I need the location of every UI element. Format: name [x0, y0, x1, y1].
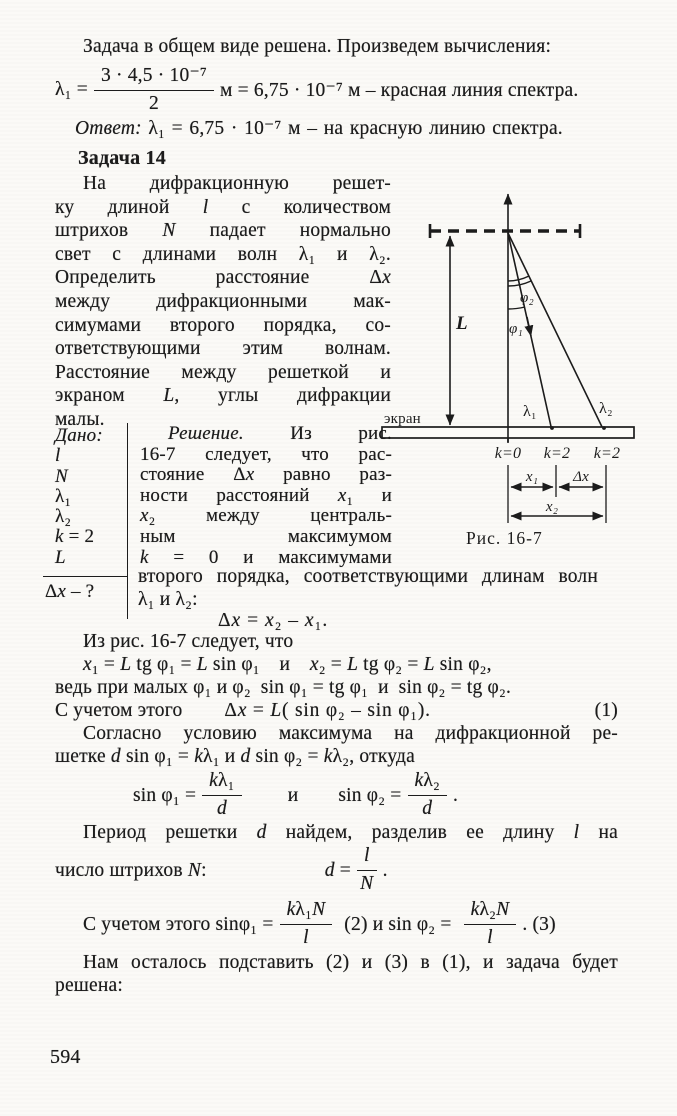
- phi2-label: φ₂: [520, 290, 534, 306]
- fraction-numerator: kλ₂N: [464, 899, 517, 924]
- fraction-denominator: d: [422, 797, 433, 819]
- fraction: [202, 770, 242, 820]
- maximum-dot-lambda2: [602, 426, 606, 430]
- given-item: L: [55, 546, 66, 568]
- equation-x1x2: x₁ = L tg φ₁ = L sin φ₁ и x₂ = L tg φ₂ = L sin φ₂,: [83, 654, 492, 675]
- L-label: L: [456, 313, 468, 334]
- equation-lambda1: [55, 62, 578, 118]
- given-item: k = 2: [55, 526, 95, 548]
- statement-line: свет с длинами волн λ₁ и λ₂.: [55, 243, 391, 265]
- lambda2-label: λ₂: [599, 400, 613, 417]
- period-mark: .: [453, 784, 459, 806]
- statement-line: ответствующими этим волнам.: [55, 338, 391, 360]
- period-mark: .: [382, 859, 388, 881]
- screen-label: экран: [384, 411, 421, 427]
- intro-paragraph: Задача в общем виде решена. Произведем вычисления:: [83, 36, 552, 57]
- equation-number-1: (1): [594, 700, 618, 721]
- sin-phi1-lhs: sin φ₁ =: [133, 784, 197, 806]
- statement-line: между дифракционными мак-: [55, 290, 391, 312]
- x1-label: x₁: [525, 469, 539, 485]
- fraction-numerator: l: [357, 845, 377, 870]
- solution-line: x₂ между централь-: [140, 505, 392, 527]
- solution-text: ведь при малых φ₁ и φ₂ sin φ₁ = tg φ₁ и sin φ₂ = tg φ₂.: [55, 677, 512, 698]
- fraction-denominator: d: [216, 797, 227, 819]
- solution-line: k = 0 и максимумами: [140, 546, 392, 568]
- d-equals: d =: [324, 859, 351, 881]
- equation-number-3: . (3): [522, 913, 556, 935]
- solution-text: Из рис. 16-7 следует, что: [83, 631, 294, 652]
- given-box: [43, 423, 128, 619]
- problem-statement: [55, 172, 391, 432]
- equation-23-row: [55, 897, 618, 951]
- maximum-dot-lambda1: [550, 426, 554, 430]
- solution-text: С учетом этого sinφ₁ =: [83, 913, 274, 935]
- given-title: Дано:: [55, 425, 103, 446]
- solution-narrow-column: [140, 424, 392, 568]
- conjunction: и: [287, 784, 299, 806]
- k2-first-label: k=2: [543, 445, 571, 462]
- x2-label: x₂: [545, 499, 559, 515]
- statement-line: Расстояние между решеткой и: [55, 361, 391, 383]
- solution-line: Решение. Из рис.: [168, 423, 392, 444]
- fraction-denominator: l: [303, 926, 309, 948]
- solution-text: число штрихов N:: [55, 859, 207, 881]
- fraction-denominator: l: [487, 926, 493, 948]
- page-number: 594: [50, 1046, 81, 1068]
- equation-rhs: м = 6,75 · 10⁻⁷ м – красная линия спектра.: [219, 80, 579, 101]
- k0-label: k=0: [494, 445, 522, 462]
- statement-line: На дифракционную решет-: [83, 173, 391, 194]
- fraction-numerator: kλ₁: [202, 770, 242, 795]
- solution-line: стояние Δx равно раз-: [140, 464, 392, 486]
- given-item: λ₁: [55, 485, 72, 507]
- equation-sin-row: [55, 771, 618, 819]
- given-item: N: [55, 465, 68, 487]
- solution-line: ным максимумом: [140, 525, 392, 547]
- fraction: [464, 899, 517, 949]
- given-find: Δx – ?: [45, 581, 95, 603]
- statement-line: Определить расстояние Δx: [55, 267, 391, 289]
- fraction: [280, 899, 333, 949]
- fraction-numerator: kλ₁N: [280, 899, 333, 924]
- equation-1-row: [55, 700, 618, 721]
- figure-16-7-diagram: [378, 185, 640, 560]
- solution-wrap-line: второго порядка, соответствующими длинам волн: [138, 566, 598, 587]
- statement-line: ку длиной l с количеством: [55, 196, 391, 218]
- phi1-label: φ₁: [509, 321, 523, 337]
- task-heading: Задача 14: [78, 147, 166, 169]
- fraction: [94, 65, 214, 115]
- solution-wrap-line: λ₁ и λ₂:: [138, 589, 198, 610]
- phi1-arc: [508, 307, 525, 309]
- answer-line: Ответ: λ₁ = 6,75 · 10⁻⁷ м – на красную линию спектра.: [75, 118, 563, 139]
- statement-line: экраном L, углы дифракции: [55, 385, 391, 407]
- solution-text: Нам осталось подставить (2) и (3) в (1), и задача будет: [83, 952, 618, 973]
- fraction: [408, 770, 448, 820]
- equation-number-2: (2) и sin φ₂ =: [344, 913, 452, 935]
- solution-text: решена:: [55, 975, 123, 996]
- dx-label: Δx: [573, 469, 589, 485]
- equation-1: Δx = L( sin φ₂ – sin φ₁).: [224, 700, 431, 721]
- equation-d-row: [55, 846, 618, 894]
- statement-line: симумами второго порядка, со-: [55, 314, 391, 336]
- solution-line: ности расстояний x₁ и: [140, 484, 392, 506]
- equation-dx: Δx = x₂ – x₁.: [218, 610, 329, 631]
- equation-lhs: λ₁ =: [55, 79, 88, 100]
- solution-text: С учетом этого: [55, 700, 183, 721]
- statement-line: малы.: [55, 408, 105, 430]
- fraction: [357, 845, 377, 895]
- solution-text: Согласно условию максимума на дифракционной ре-: [83, 723, 618, 744]
- given-item: l: [55, 445, 61, 467]
- fraction-numerator: 3 · 4,5 · 10⁻⁷: [94, 65, 214, 90]
- given-item: λ₂: [55, 506, 72, 528]
- fraction-denominator: N: [360, 872, 374, 894]
- fraction-denominator: 2: [148, 92, 159, 114]
- statement-line: штрихов N падает нормально: [55, 220, 391, 242]
- sin-phi2-lhs: sin φ₂ =: [338, 784, 402, 806]
- k2-second-label: k=2: [593, 445, 621, 462]
- ray-direction-arrow: [527, 317, 531, 336]
- lambda1-label: λ₁: [523, 403, 537, 420]
- solution-line: 16-7 следует, что рас-: [140, 443, 392, 465]
- fraction-numerator: kλ₂: [408, 770, 448, 795]
- solution-text: Период решетки d найдем, разделив ее длину l на: [83, 822, 618, 843]
- solution-text: шетке d sin φ₁ = kλ₁ и d sin φ₂ = kλ₂, откуда: [55, 746, 415, 767]
- figure-caption: Рис. 16-7: [466, 528, 543, 548]
